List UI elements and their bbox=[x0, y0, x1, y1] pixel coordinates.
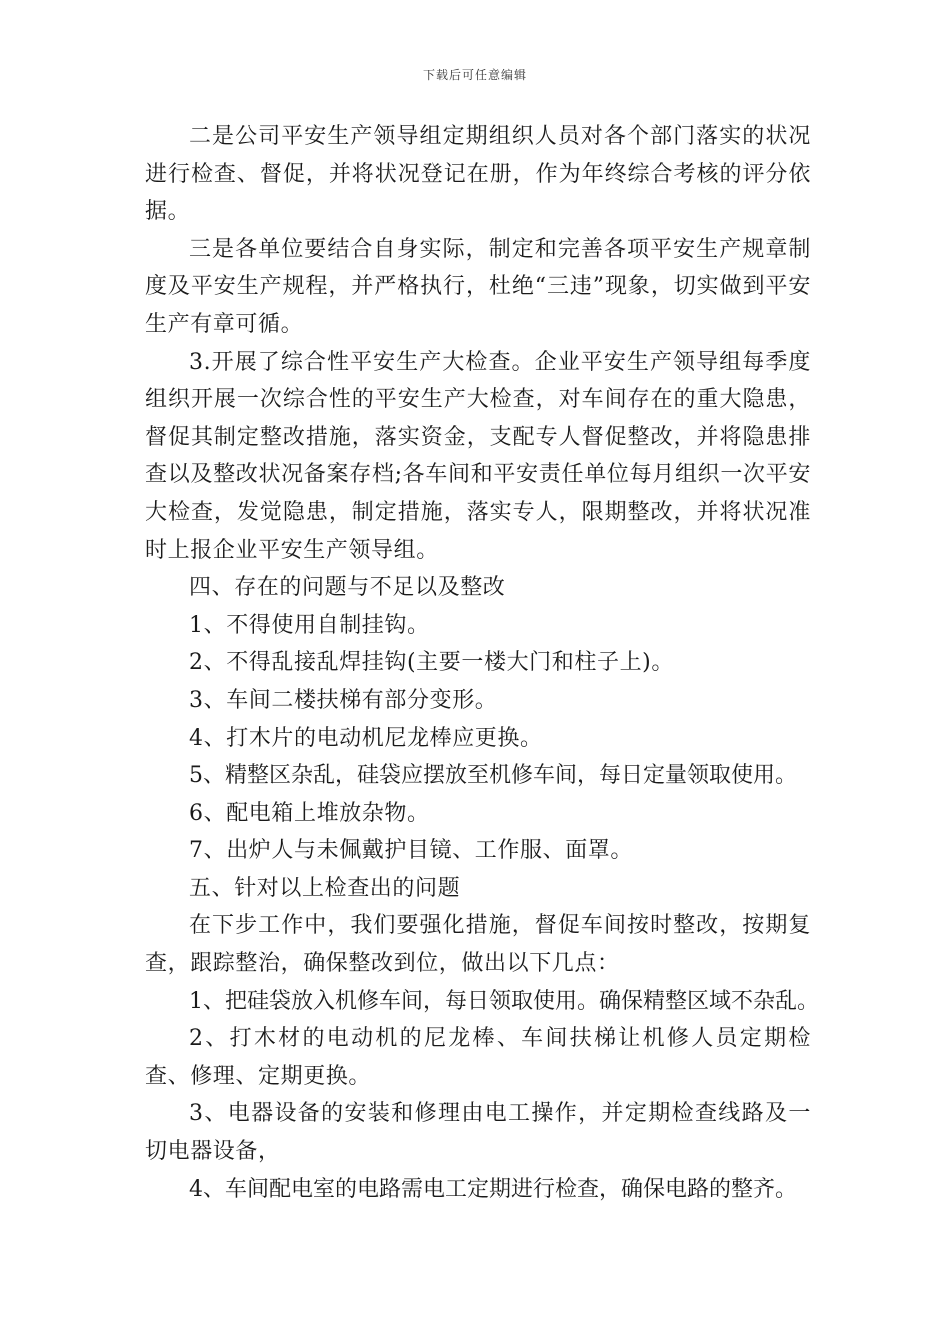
paragraph: 在下步工作中，我们要强化措施，督促车间按时整改，按期复查，跟踪整治，确保整改到位，做出以下几点： bbox=[145, 913, 811, 977]
paragraph: 三是各单位要结合自身实际，制定和完善各项平安生产规章制度及平安生产规程，并严格执行，杜绝“三违”现象，切实做到平安生产有章可循。 bbox=[145, 236, 811, 337]
paragraph: 二是公司平安生产领导组定期组织人员对各个部门落实的状况进行检查、督促，并将状况登记在册，作为年终综合考核的评分依据。 bbox=[145, 124, 811, 225]
list-item: 3、车间二楼扶梯有部分变形。 bbox=[189, 687, 498, 713]
section-heading: 四、存在的问题与不足以及整改 bbox=[189, 575, 506, 601]
paragraph: 3.开展了综合性平安生产大检查。企业平安生产领导组每季度组织开展一次综合性的平安生产大检查，对车间存在的重大隐患，督促其制定整改措施，落实资金，支配专人督促整改，并将隐患排查以及整改状况备案存档;各车间和平安责任单位每月组织一次平安大检查，发觉隐患，制定措施，落实专人，限期整改，并将状况准时上报企业平安生产领导组。 bbox=[145, 349, 811, 563]
list-item: 1、不得使用自制挂钩。 bbox=[189, 612, 430, 638]
page-header: 下载后可任意编辑 bbox=[422, 68, 527, 82]
list-item: 2、不得乱接乱焊挂钩(主要一楼大门和柱子上)。 bbox=[189, 650, 674, 676]
list-item: 7、出炉人与未佩戴护目镜、工作服、面罩。 bbox=[189, 838, 633, 864]
list-item: 3、电器设备的安装和修理由电工操作，并定期检查线路及一切电器设备， bbox=[145, 1101, 811, 1165]
list-item: 4、车间配电室的电路需电工定期进行检查，确保电路的整齐。 bbox=[189, 1176, 797, 1202]
document-body bbox=[145, 118, 819, 1208]
section-heading: 五、针对以上检查出的问题 bbox=[189, 875, 461, 901]
list-item: 4、打木片的电动机尼龙棒应更换。 bbox=[189, 725, 543, 751]
list-item: 5、精整区杂乱，硅袋应摆放至机修车间，每日定量领取使用。 bbox=[189, 763, 797, 789]
list-item: 6、配电箱上堆放杂物。 bbox=[189, 800, 430, 826]
list-item: 2、打木材的电动机的尼龙棒、车间扶梯让机修人员定期检查、修理、定期更换。 bbox=[145, 1026, 811, 1089]
list-item: 1、把硅袋放入机修车间，每日领取使用。确保精整区域不杂乱。 bbox=[189, 988, 819, 1014]
